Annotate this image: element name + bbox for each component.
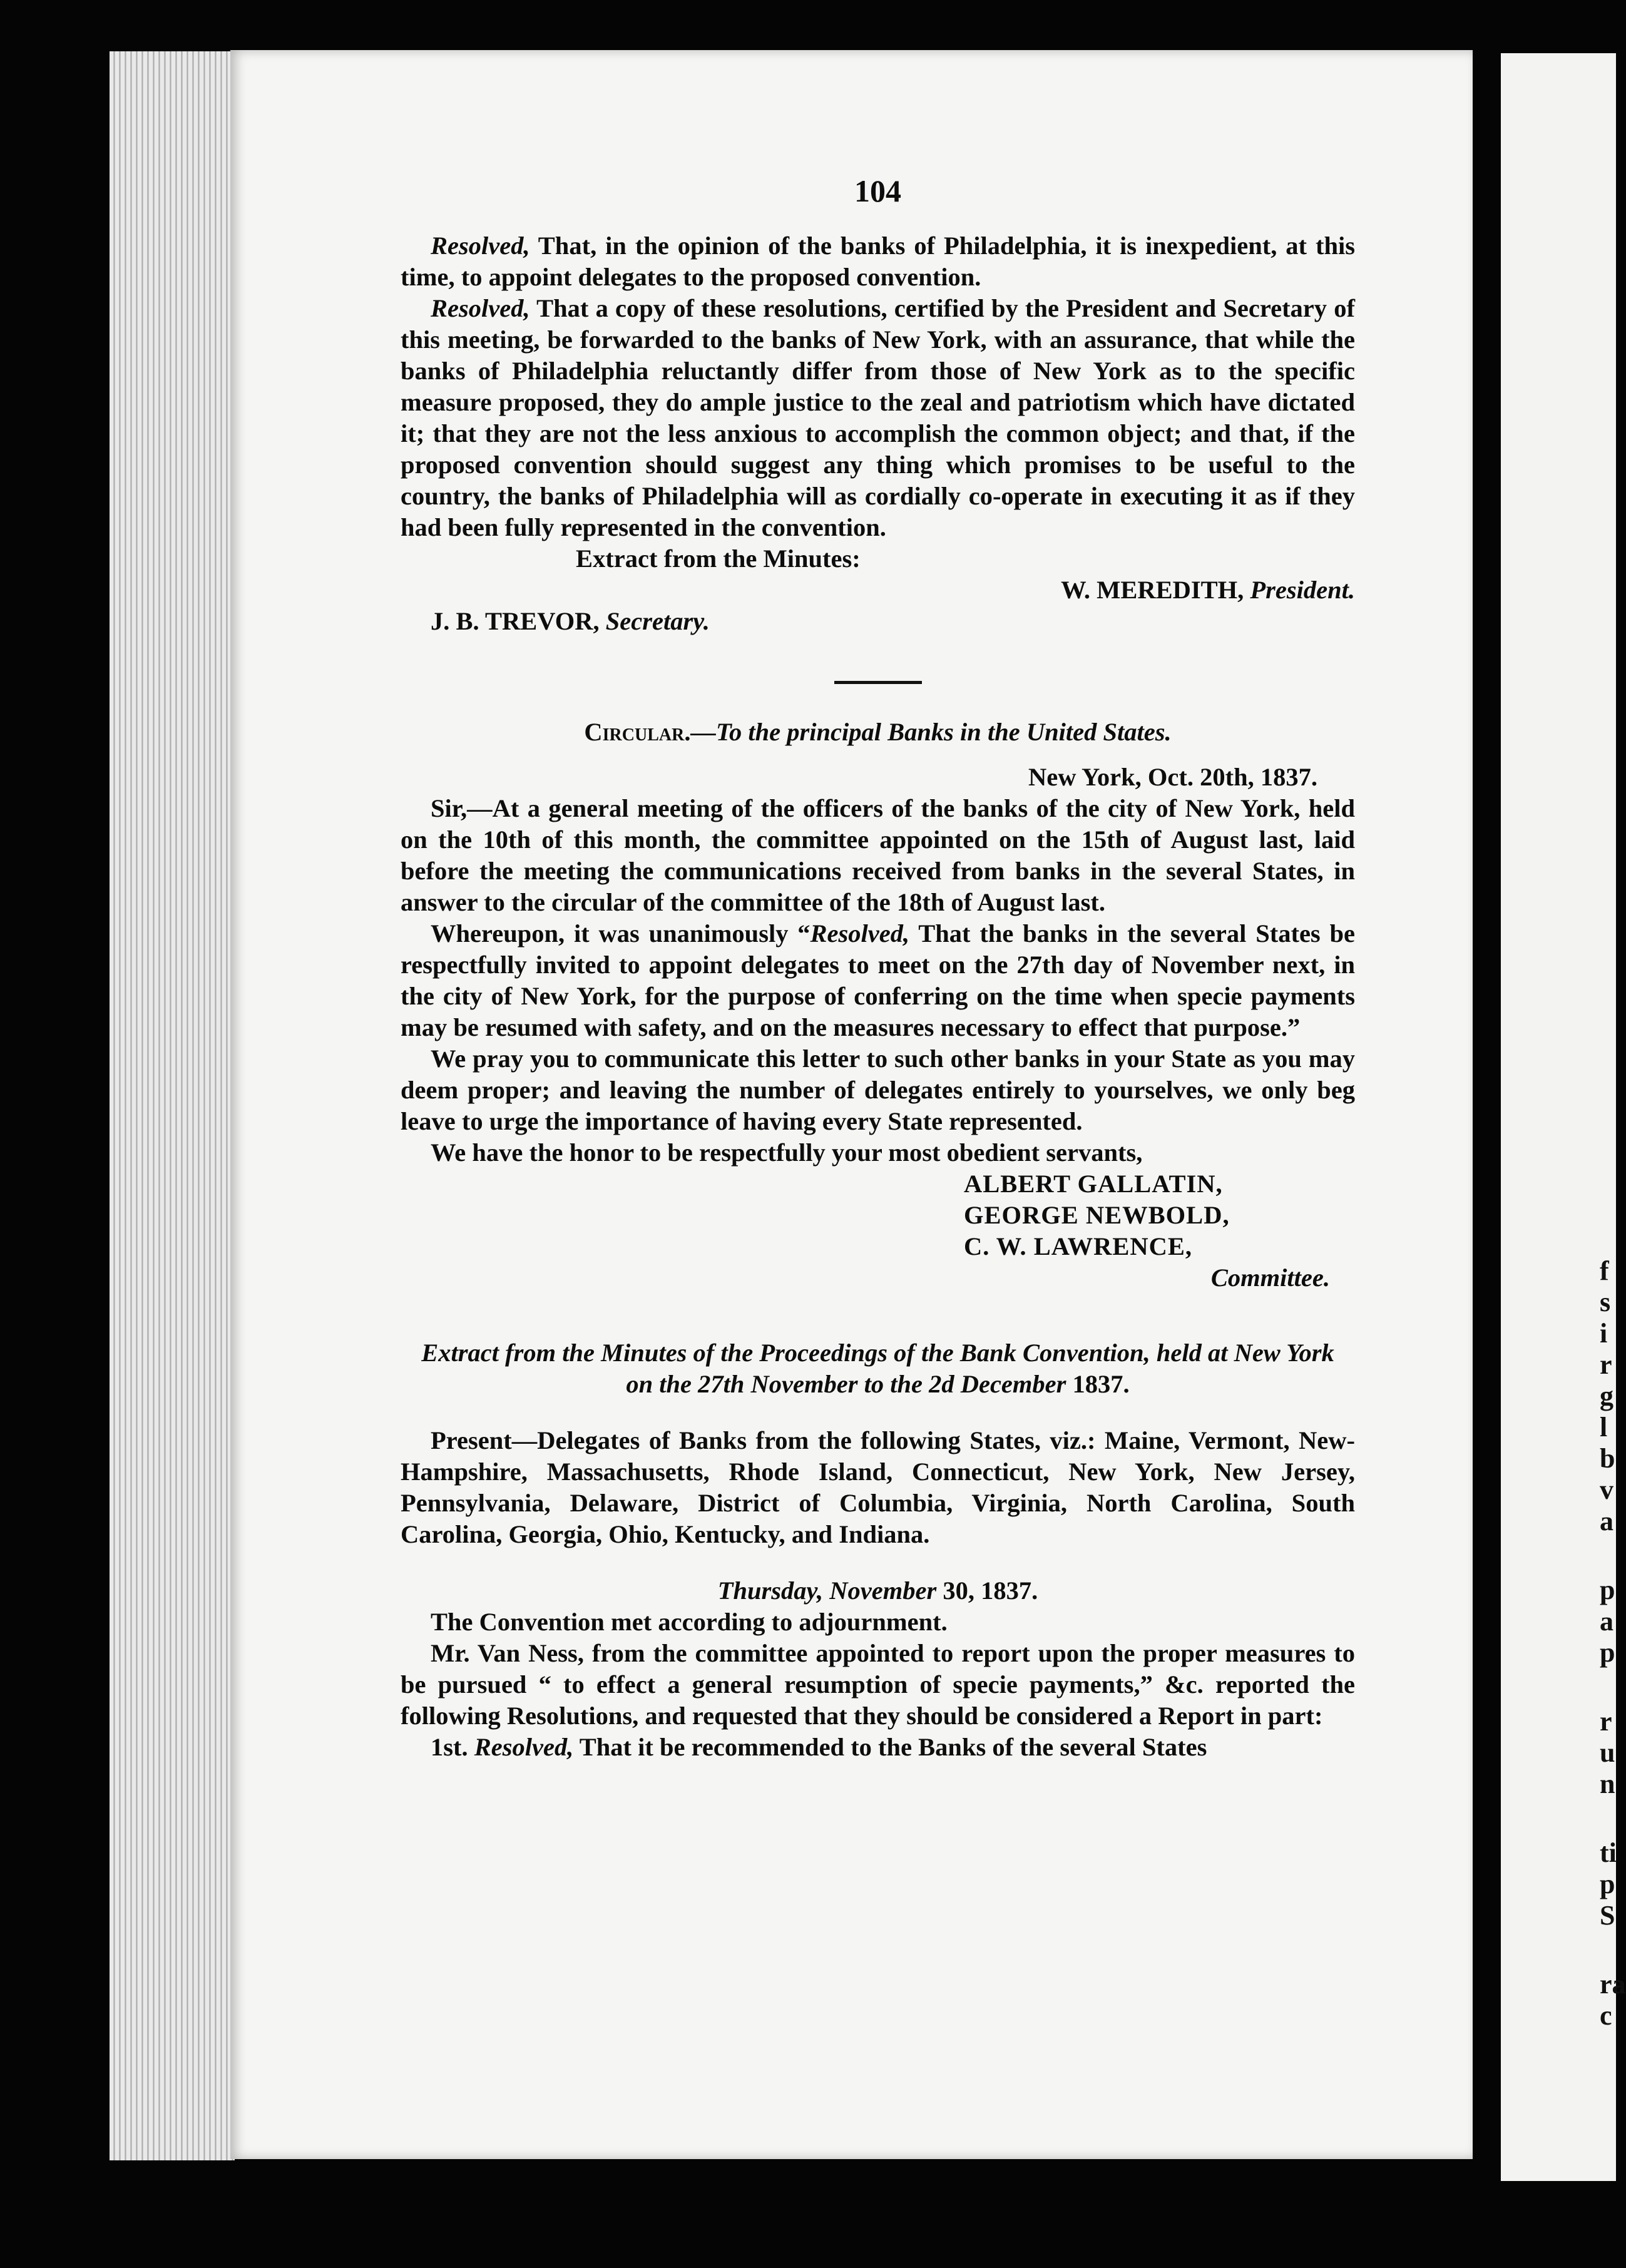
facing-page-fragment: i <box>1600 1318 1608 1349</box>
page-stack-edges <box>110 51 235 2160</box>
facing-page-fragment: S <box>1600 1900 1615 1931</box>
present-paragraph: Present—Delegates of Banks from the following States, viz.: Maine, Vermont, New-Hampshire, Massachusetts, Rhode Island, Connecticut, New York, New Jersey, Pennsylvania, Delaware, District of Columbia, Virginia, North Carolina, South Carolina, Georgia, Ohio, Kentucky, and Indiana. <box>401 1426 1355 1548</box>
facing-page-fragment: r <box>1600 1706 1612 1737</box>
resolved-lead: Resolved, <box>474 1733 574 1761</box>
secretary-signature <box>431 606 1355 637</box>
facing-page-fragment: b <box>1600 1443 1615 1474</box>
convention-heading <box>401 1337 1355 1400</box>
meeting-date <box>401 1575 1355 1606</box>
signer-name: ALBERT GALLATIN, <box>964 1170 1223 1198</box>
resolved-lead: Resolved, <box>431 294 530 322</box>
facing-page-fragment: a <box>1600 1506 1613 1536</box>
meeting-date-text: Thursday, November <box>717 1576 937 1605</box>
resolved-lead: Resolved, <box>810 919 910 948</box>
resolution-paragraph <box>401 230 1355 293</box>
circular-paragraph: Sir,—At a general meeting of the officers of the banks of the city of New York, held on the 10th of this month, the committee appointed on the 15th of August last, laid before the meeting the communications received from banks in the several States, in answer to the circular of the committee of the 18th of August last. <box>401 794 1355 916</box>
resolution-text: That it be recommended to the Banks of the several States <box>573 1733 1207 1761</box>
circular-dateline: New York, Oct. 20th, 1837. <box>1028 763 1317 791</box>
convention-paragraph: The Convention met according to adjournment. <box>431 1608 948 1636</box>
resolution-text: That a copy of these resolutions, certified by the President and Secretary of this meeting, be forwarded to the banks of New York, with an assurance, that while the banks of Philadelphia reluctantly differ from those of New York as to the specific measure proposed, they do ample justice to the zeal and patriotism which have dictated it; that they are not the less anxious to accomplish the common object; and that, if the proposed convention should suggest any thing which promises to be useful to the country, the banks of Philadelphia will as cordially co-operate in executing it as if they had been fully represented in the convention. <box>401 294 1355 541</box>
committee-label: Committee. <box>1210 1264 1330 1292</box>
circular-paragraph: We have the honor to be respectfully your most obedient servants, <box>431 1138 1143 1167</box>
facing-page <box>1501 53 1626 2181</box>
circular-text: Whereupon, it was unanimously “ <box>431 919 810 948</box>
circular-paragraph <box>401 918 1355 1043</box>
extract-line: Extract from the Minutes: <box>576 544 861 573</box>
resolution-number: 1st. <box>431 1733 474 1761</box>
facing-page-fragment: p <box>1600 1869 1615 1899</box>
signer-name: GEORGE NEWBOLD, <box>964 1201 1230 1229</box>
resolved-lead: Resolved, <box>431 232 530 260</box>
facing-page-fragment: n <box>1600 1769 1615 1799</box>
convention-paragraph: Mr. Van Ness, from the committee appointed to report upon the proper measures to be pursued “ to effect a general resumption of specie payments,” &c. reported the following Resolutions, and requested that they should be considered a Report in part: <box>401 1639 1355 1730</box>
facing-page-fragment: l <box>1600 1412 1608 1443</box>
page-number: 104 <box>854 173 901 208</box>
signer-name: C. W. LAWRENCE, <box>964 1232 1192 1260</box>
convention-heading-year: 1837. <box>1066 1370 1130 1398</box>
facing-page-fragment: c <box>1600 2000 1612 2031</box>
circular-paragraph: We pray you to communicate this letter to such other banks in your State as you may deem proper; and leaving the number of delegates entirely to yourselves, we only beg leave to urge the importance of having every State represented. <box>401 1045 1355 1135</box>
resolution-paragraph <box>401 293 1355 543</box>
circular-lead: Circular. <box>584 718 691 746</box>
convention-paragraph <box>401 1732 1355 1763</box>
facing-page-fragment: v <box>1600 1474 1613 1505</box>
facing-page-fragment: f <box>1600 1255 1609 1286</box>
facing-page-fragment: r <box>1600 1349 1612 1380</box>
president-title: President. <box>1250 576 1355 604</box>
convention-heading-text: Extract from the Minutes of the Proceedings of the Bank Convention, held at New York on the 27th November to the 2d December <box>421 1339 1334 1398</box>
circular-heading <box>401 717 1355 748</box>
facing-page-fragment: s <box>1600 1287 1611 1317</box>
committee-signers <box>964 1168 1355 1262</box>
circular-title: —To the principal Banks in the United States. <box>690 718 1172 746</box>
facing-page-fragment: a <box>1600 1606 1613 1637</box>
secretary-name: J. B. TREVOR, <box>431 607 600 635</box>
president-name: W. MEREDITH, <box>1061 576 1244 604</box>
section-divider <box>834 681 922 684</box>
facing-page-fragment: ti <box>1600 1837 1617 1868</box>
facing-page-fragment: u <box>1600 1737 1615 1768</box>
page-text <box>401 175 1355 1763</box>
circular-text: That the banks in the several States be respectfully invited to appoint delegates to meet on the 27th day of November next, in the city of New York, for the purpose of conferring on the time when specie payments may be resumed with safety, and on the measures necessary to effect that purpose.” <box>401 919 1355 1041</box>
secretary-title: Secretary. <box>605 607 710 635</box>
facing-page-fragment: ra <box>1600 1969 1626 2000</box>
meeting-date-year: 30, 1837. <box>936 1576 1038 1605</box>
facing-page-fragment: p <box>1600 1637 1615 1668</box>
president-signature <box>401 575 1355 606</box>
facing-page-fragment: p <box>1600 1575 1615 1605</box>
facing-page-fragment: g <box>1600 1381 1613 1411</box>
resolution-text: That, in the opinion of the banks of Philadelphia, it is inexpedient, at this time, to appoint delegates to the proposed convention. <box>401 232 1355 291</box>
